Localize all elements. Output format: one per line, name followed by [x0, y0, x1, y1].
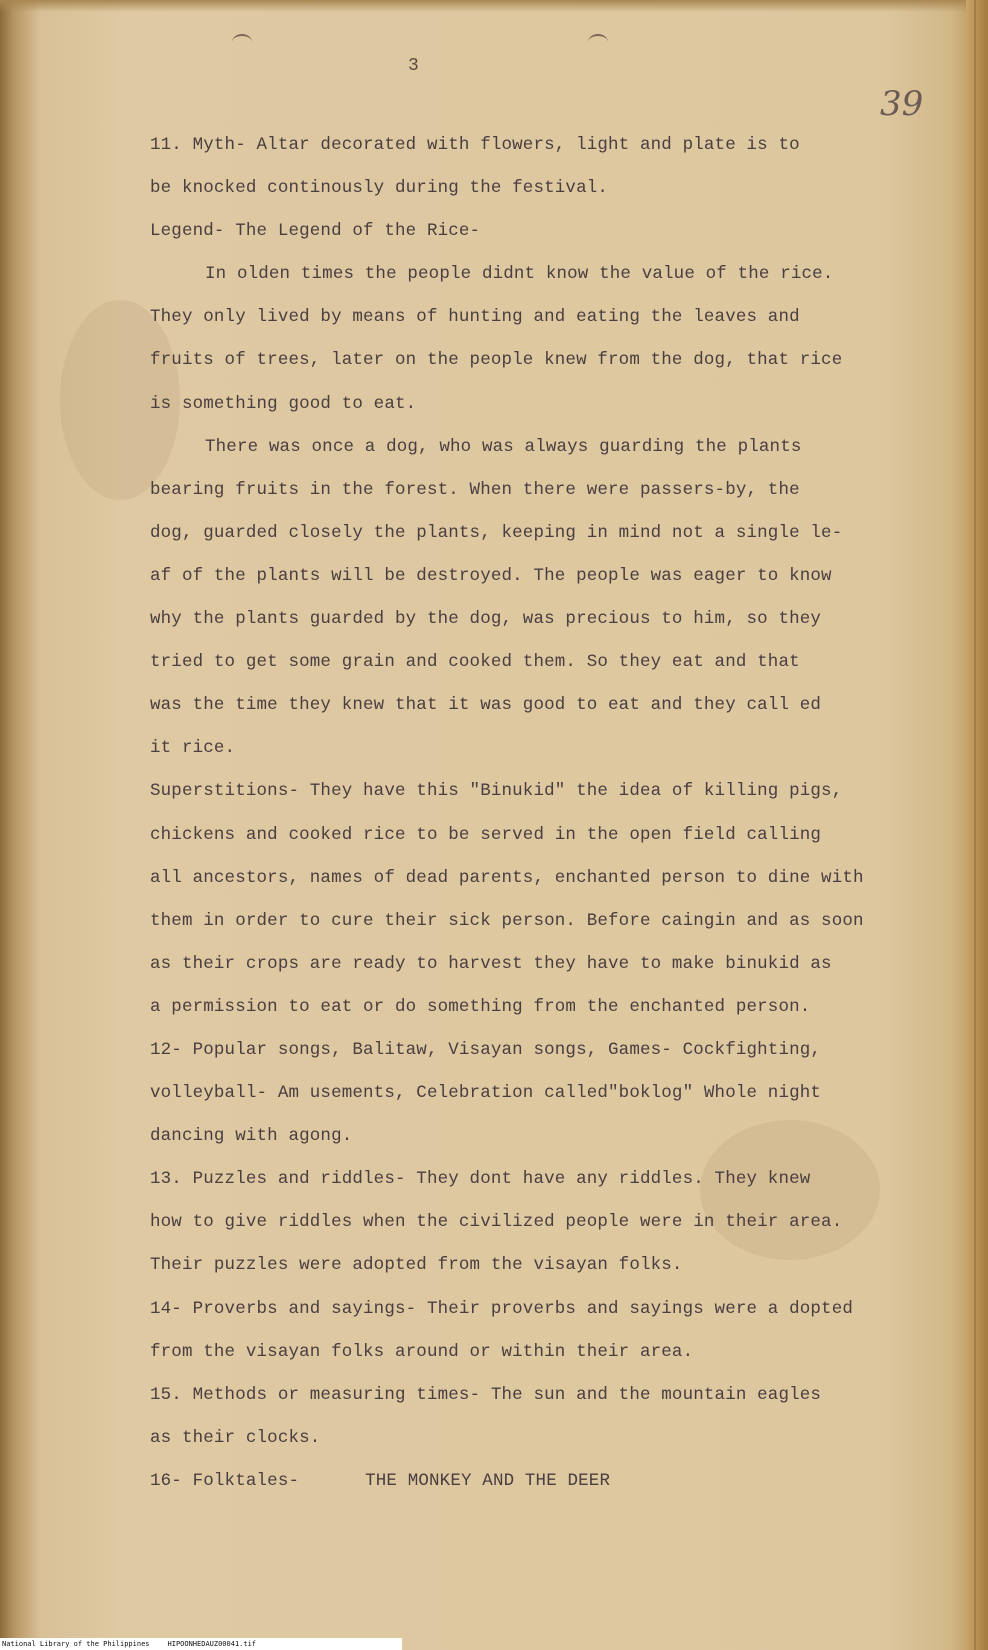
text-line: 13. Puzzles and riddles- They dont have any riddles. They knew — [150, 1169, 811, 1190]
text-line: They only lived by means of hunting and eating the leaves and — [150, 307, 800, 328]
text-line: tried to get some grain and cooked them. So they eat and that — [150, 652, 800, 673]
folio-number: 39 — [880, 84, 924, 124]
punch-hole-right — [588, 34, 608, 50]
text-line: 12- Popular songs, Balitaw, Visayan songs, Games- Cockfighting, — [150, 1039, 822, 1060]
text-line: 15. Methods or measuring times- The sun and the mountain eagles — [150, 1384, 822, 1405]
text-line: 11. Myth- Altar decorated with flowers, light and plate is to — [150, 135, 800, 155]
text-line: fruits of trees, later on the people knew from the dog, that rice — [150, 350, 843, 371]
text-line: from the visayan folks around or within their area. — [150, 1341, 694, 1362]
text-line: is something good to eat. — [150, 393, 417, 414]
text-line: how to give riddles when the civilized people were in their area. — [150, 1212, 843, 1233]
text-line: as their crops are ready to harvest they have to make binukid as — [150, 953, 832, 974]
footer-file-name: HIPOONHEDAUZ00041.tif — [167, 1640, 257, 1648]
text-line: all ancestors, names of dead parents, enchanted person to dine with — [150, 867, 864, 888]
text-line: it rice. — [150, 738, 236, 759]
text-line: volleyball- Am usements, Celebration called"boklog" Whole night — [150, 1083, 822, 1104]
page-number: 3 — [408, 56, 419, 76]
footer-institution: National Library of the Philippines — [2, 1640, 150, 1648]
text-line: Legend- The Legend of the Rice- — [150, 221, 481, 242]
text-line: dancing with agong. — [150, 1126, 353, 1147]
text-line: bearing fruits in the forest. When there were passers-by, the — [150, 479, 800, 500]
folktale-title: THE MONKEY AND THE DEER — [365, 1470, 611, 1491]
text-line: dog, guarded closely the plants, keeping in mind not a single le- — [150, 522, 843, 543]
binding-line — [974, 0, 976, 1650]
scan-footer — [0, 1638, 402, 1650]
punch-hole-left — [232, 34, 252, 50]
text-line: a permission to eat or do something from the enchanted person. — [150, 996, 811, 1017]
body-text — [150, 124, 880, 1503]
text-line: them in order to cure their sick person. Before caingin and as soon — [150, 910, 864, 931]
text-line: chickens and cooked rice to be served in the open field calling — [150, 824, 822, 845]
text-line-folktales — [150, 1460, 880, 1503]
text-line: There was once a dog, who was always guarding the plants — [205, 436, 802, 457]
folktales-label: 16- Folktales- — [150, 1470, 300, 1491]
text-line: Their puzzles were adopted from the visayan folks. — [150, 1255, 683, 1276]
text-line: was the time they knew that it was good to eat and they call ed — [150, 695, 822, 716]
page-top-edge — [0, 0, 988, 12]
text-line: why the plants guarded by the dog, was precious to him, so they — [150, 609, 822, 630]
text-line: be knocked continously during the festival. — [150, 178, 609, 199]
binding-edge — [966, 0, 988, 1650]
text-line: as their clocks. — [150, 1427, 321, 1448]
text-line: 14- Proverbs and sayings- Their proverbs and sayings were a dopted — [150, 1298, 854, 1319]
text-line: Superstitions- They have this "Binukid" the idea of killing pigs, — [150, 781, 843, 802]
text-line: af of the plants will be destroyed. The people was eager to know — [150, 565, 832, 586]
text-line: In olden times the people didnt know the value of the rice. — [205, 264, 834, 285]
